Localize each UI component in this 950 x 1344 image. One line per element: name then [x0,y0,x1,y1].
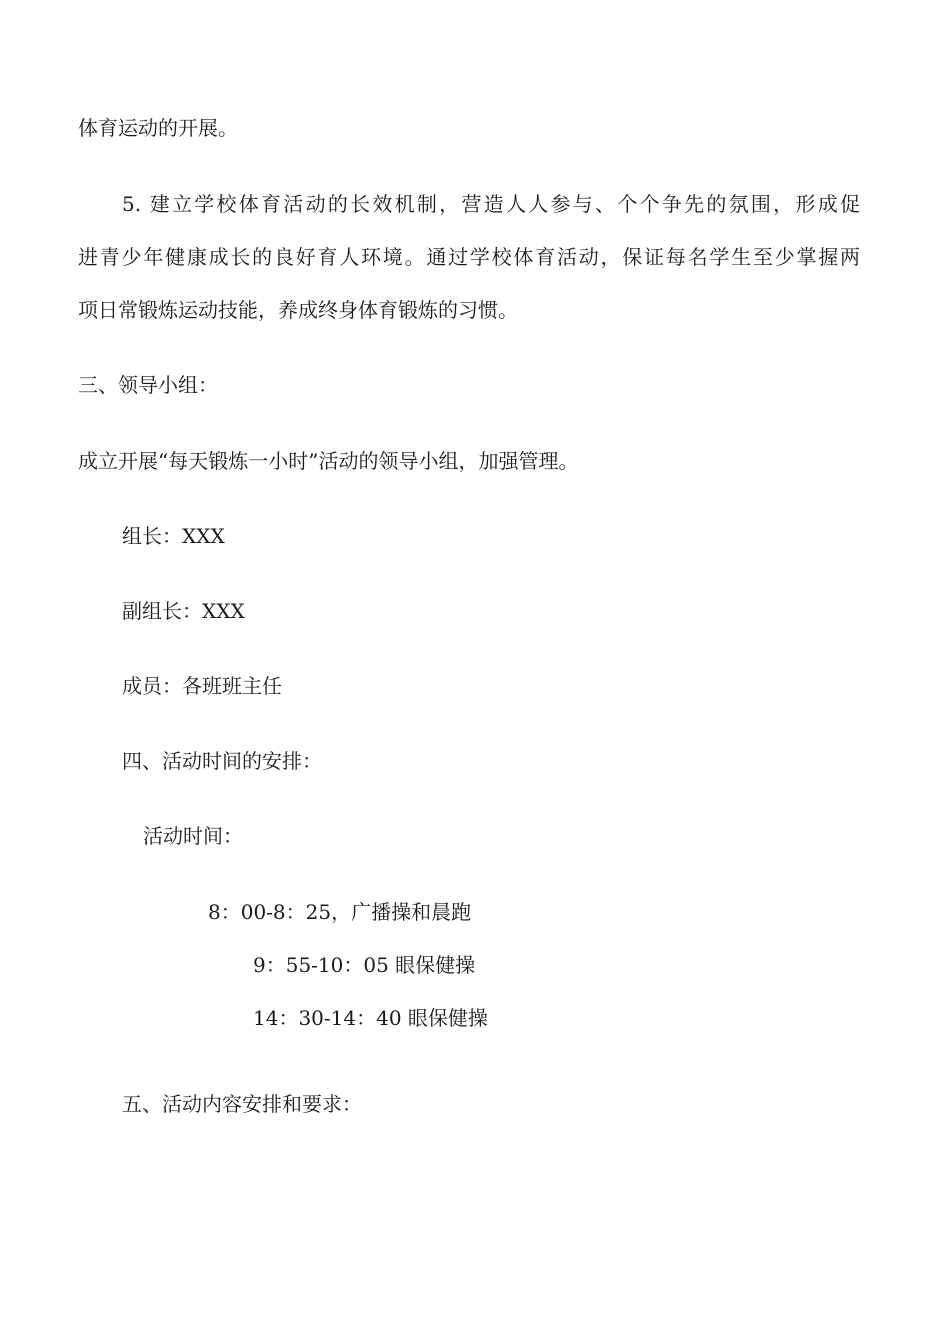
section-4-heading: 四、活动时间的安排： [122,749,322,773]
schedule-item: 8：00-8：25，广播操和晨跑 [208,900,472,924]
activity-time-label: 活动时间： [143,824,243,848]
section-5-heading: 五、活动内容安排和要求： [122,1092,362,1116]
paragraph-5-line-3: 项日常锻炼运动技能，养成终身体育锻炼的习惯。 [78,298,518,322]
schedule-item: 14：30-14：40 眼保健操 [253,1006,488,1030]
members-line: 成员：各班班主任 [122,674,282,698]
section-3-intro: 成立开展“每天锻炼一小时”活动的领导小组，加强管理。 [78,449,579,473]
schedule-item: 9：55-10：05 眼保健操 [253,953,476,977]
leader-line: 组长：XXX [122,524,225,548]
paragraph-5-line-2: 进青少年健康成长的良好育人环境。通过学校体育活动，保证每名学生至少掌握两 [78,245,860,269]
deputy-leader-line: 副组长：XXX [122,599,245,623]
section-3-heading: 三、领导小组： [78,373,218,397]
paragraph-5-line-1: 5. 建立学校体育活动的长效机制，营造人人参与、个个争先的氛围，形成促 [122,192,860,216]
paragraph-continuation: 体育运动的开展。 [78,116,238,140]
